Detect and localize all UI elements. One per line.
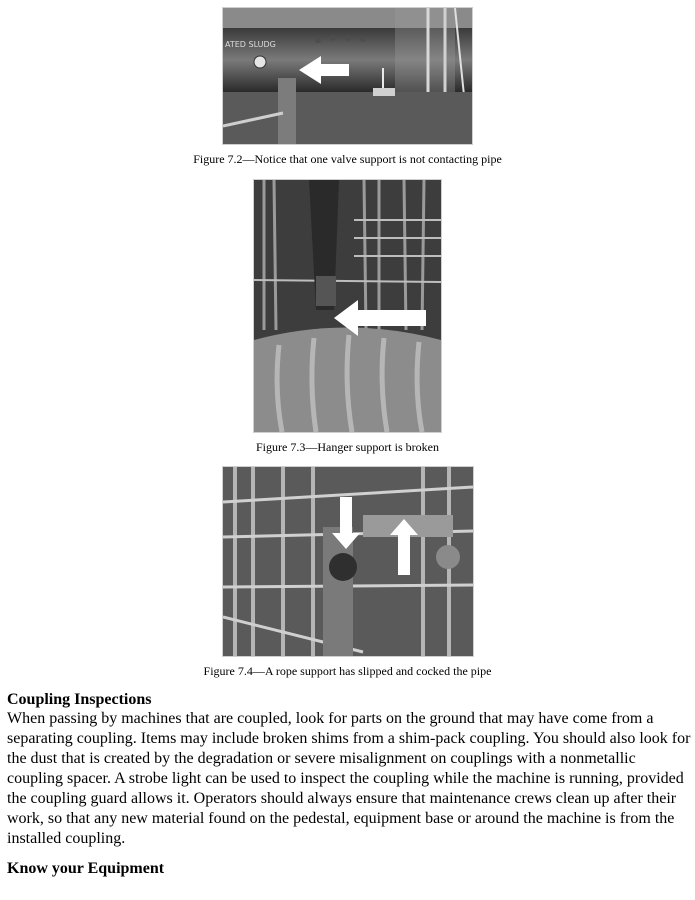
section-body: When passing by machines that are coupled, look for parts on the ground that may have come from a separating coupling. Items may include broken shims from a shim-pack coupling. You should also look for the dust that is created by the degradation or severe misalignment on couplings with a nonmetallic coupling spacer. A strobe light can be used to inspect the coupling while the machine is running, provided the coupling guard allows it. Operators should always ensure that maintenance crews clean up after their work, so that any new material found on the pedestal, equipment base or around the machine is from the installed coupling. bbox=[7, 710, 691, 847]
figure-7-2-photo bbox=[222, 7, 473, 145]
figure-7-4-caption: Figure 7.4—A rope support has slipped and cocked the pipe bbox=[203, 664, 492, 678]
section-heading: Coupling Inspections bbox=[7, 691, 152, 708]
figure-7-3-photo bbox=[253, 179, 442, 433]
figure-7-3-caption: Figure 7.3—Hanger support is broken bbox=[256, 440, 439, 454]
figure-7-4-photo bbox=[222, 466, 474, 657]
next-section-heading: Know your Equipment bbox=[7, 860, 165, 877]
figure-7-2-caption: Figure 7.2—Notice that one valve support is not contacting pipe bbox=[193, 152, 502, 166]
pipe-label-text: ATED SLUDG bbox=[225, 40, 276, 49]
